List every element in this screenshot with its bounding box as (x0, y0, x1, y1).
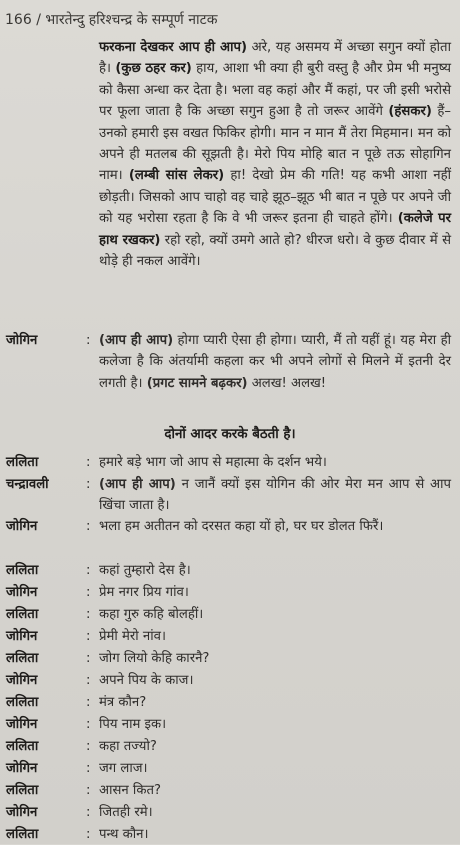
speaker-name: जोगिन (6, 805, 38, 820)
speaker-name: जोगिन (6, 673, 38, 688)
speech-text (99, 670, 451, 691)
speech-text (99, 604, 451, 625)
speaker-colon: : (86, 695, 91, 710)
speech-text: हा! देखो प्रेम की गति! यह कभी आशा नहीं छोड़ती। जिसको आप चाहो वह चाहे झूठ–झूठ भी बात न पूछे पर अपने जी को यह भरोसा रहता है कि वे भी जरूर इतना ही चाहते होंगे। (99, 168, 452, 227)
speaker-colon: : (86, 333, 91, 348)
speech-segment: प्रेम नगर प्रिय गांव। (99, 585, 189, 600)
speech-segment: भला हम अतीतन को दरसत कहा यों हो, घर घर डोलत फिरैं। (99, 519, 384, 534)
speech-text: अरे, यह असमय में अच्छा सगुन क्यों होता है। (99, 40, 451, 77)
speaker-name: जोगिन (6, 629, 38, 644)
speaker-colon: : (86, 761, 91, 776)
stage-direction-inline: (हंसकर) (388, 104, 432, 120)
speech-text (99, 516, 451, 537)
speech-segment: अलख! अलख! (247, 375, 327, 391)
speaker-colon: : (86, 783, 91, 798)
speech-segment: प्रेमी मेरो नांव। (99, 629, 166, 644)
speech-segment: मंत्र कौन? (99, 695, 147, 710)
speech-text (99, 780, 451, 801)
speech-segment: जितही रमे। (99, 805, 153, 820)
book-title: भारतेन्दु हरिश्चन्द्र के सम्पूर्ण नाटक (45, 12, 218, 28)
speaker-name: जोगिन (6, 717, 38, 732)
speaker-colon: : (86, 455, 91, 470)
speech-text (99, 758, 451, 779)
speech-segment: कहा तज्यो? (99, 739, 157, 754)
stage-direction-inline: (प्रगट सामने बढ़कर) (146, 375, 248, 391)
speaker-name: ललिता (6, 455, 39, 470)
speaker-name: ललिता (6, 563, 39, 578)
speech-text (99, 692, 451, 713)
speaker-colon: : (86, 827, 91, 842)
speaker-colon: : (86, 519, 91, 534)
speaker-colon: : (86, 477, 91, 492)
speech-text (99, 626, 451, 647)
page-number: 166 (5, 12, 32, 28)
speech-text (99, 474, 451, 517)
speech-segment: जोग लियो केहि कारनै? (99, 651, 210, 666)
speech-text (99, 330, 451, 394)
speaker-colon: : (86, 739, 91, 754)
speaker-name: ललिता (6, 651, 39, 666)
speech-text (99, 714, 451, 735)
speech-text (99, 802, 451, 823)
speaker-name: चन्द्रावली (6, 477, 49, 492)
speech-segment: न जानैं क्यों इस योगिन की ओर मेरा मन आप से आप खिंचा जाता है। (99, 477, 452, 514)
speech-segment: होगा प्यारी ऐसा ही होगा। प्यारी, मैं तो यहीं हूं। यह मेरा ही कलेजा है कि अंतर्यामी कहला कर भी अपने लोगों से मिलने में इतनी देर लगती है। (99, 333, 452, 391)
speech-segment: अपने पिय के काज। (99, 673, 194, 688)
speech-segment: कहा गुरु कहि बोलहीं। (99, 607, 204, 622)
speaker-name: जोगिन (6, 585, 38, 600)
speaker-name: ललिता (6, 695, 39, 710)
speech-text: हाय, आशा भी क्या ही बुरी वस्तु है और प्रेम भी मनुष्य को कैसा अन्धा कर देता है। भला वह कहां और मैं कहां, पर जी इसी भरोसे पर फूला जाता है कि अच्छा सगुन हुआ है तो जरूर आवेंगे (99, 61, 451, 120)
speaker-name: जोगिन (6, 333, 38, 348)
speaker-name: ललिता (6, 739, 39, 754)
speaker-name: ललिता (6, 783, 39, 798)
speaker-colon: : (86, 585, 91, 600)
speaker-colon: : (86, 563, 91, 578)
speech-segment: पिय नाम इक। (99, 717, 167, 732)
header-separator: / (36, 12, 41, 28)
speech-text (99, 648, 451, 669)
stage-direction-inline: (लम्बी सांस लेकर) (128, 168, 225, 184)
speech-segment: आसन कित? (99, 783, 161, 798)
stage-direction: दोनों आदर करके बैठती है। (164, 427, 296, 442)
speech-text: रहो रहो, क्यों उमगे आते हो? धीरज धरो। वे कुछ दीवार में से थोड़े ही नकल आवेंगे। (99, 232, 451, 270)
speaker-colon: : (86, 673, 91, 688)
speaker-name: जोगिन (6, 761, 38, 776)
speaker-name: ललिता (6, 827, 39, 842)
speech-text (99, 824, 451, 845)
speech-text: हैं– उनको हमारी इस वखत फिकिर होगी। मान न मान मैं तेरा मिहमान। मन को अपने ही मतलब की सूझती है। मेरो पिय मोहि बात न पूछे तऊ सोहागिन नाम। (99, 104, 451, 184)
speech-text (99, 736, 451, 757)
speaker-colon: : (86, 629, 91, 644)
speech-segment: जग लाज। (99, 761, 148, 776)
speaker-name: ललिता (6, 607, 39, 622)
running-header (5, 10, 217, 29)
stage-direction-inline: फरकना देखकर आप ही आप) (99, 40, 247, 55)
speaker-colon: : (86, 717, 91, 732)
speech-text (99, 452, 451, 473)
speaker-colon: : (86, 607, 91, 622)
speech-text (99, 582, 451, 603)
stage-direction-inline: (कलेजे पर हाथ रखकर) (99, 211, 451, 248)
speech-segment: पन्थ कौन। (99, 827, 149, 842)
speaker-colon: : (86, 805, 91, 820)
stage-direction-inline: (कुछ ठहर कर) (115, 61, 192, 77)
speech-text (99, 560, 451, 581)
speaker-name: जोगिन (6, 519, 38, 534)
continuing-speech (99, 37, 451, 272)
stage-direction-inline: (आप ही आप) (99, 477, 176, 492)
speech-segment: कहां तुम्हारो देस है। (99, 563, 191, 578)
stage-direction-inline: (आप ही आप) (99, 333, 174, 348)
speaker-colon: : (86, 651, 91, 666)
speech-segment: हमारे बड़े भाग जो आप से महात्मा के दर्शन भये। (99, 455, 327, 470)
